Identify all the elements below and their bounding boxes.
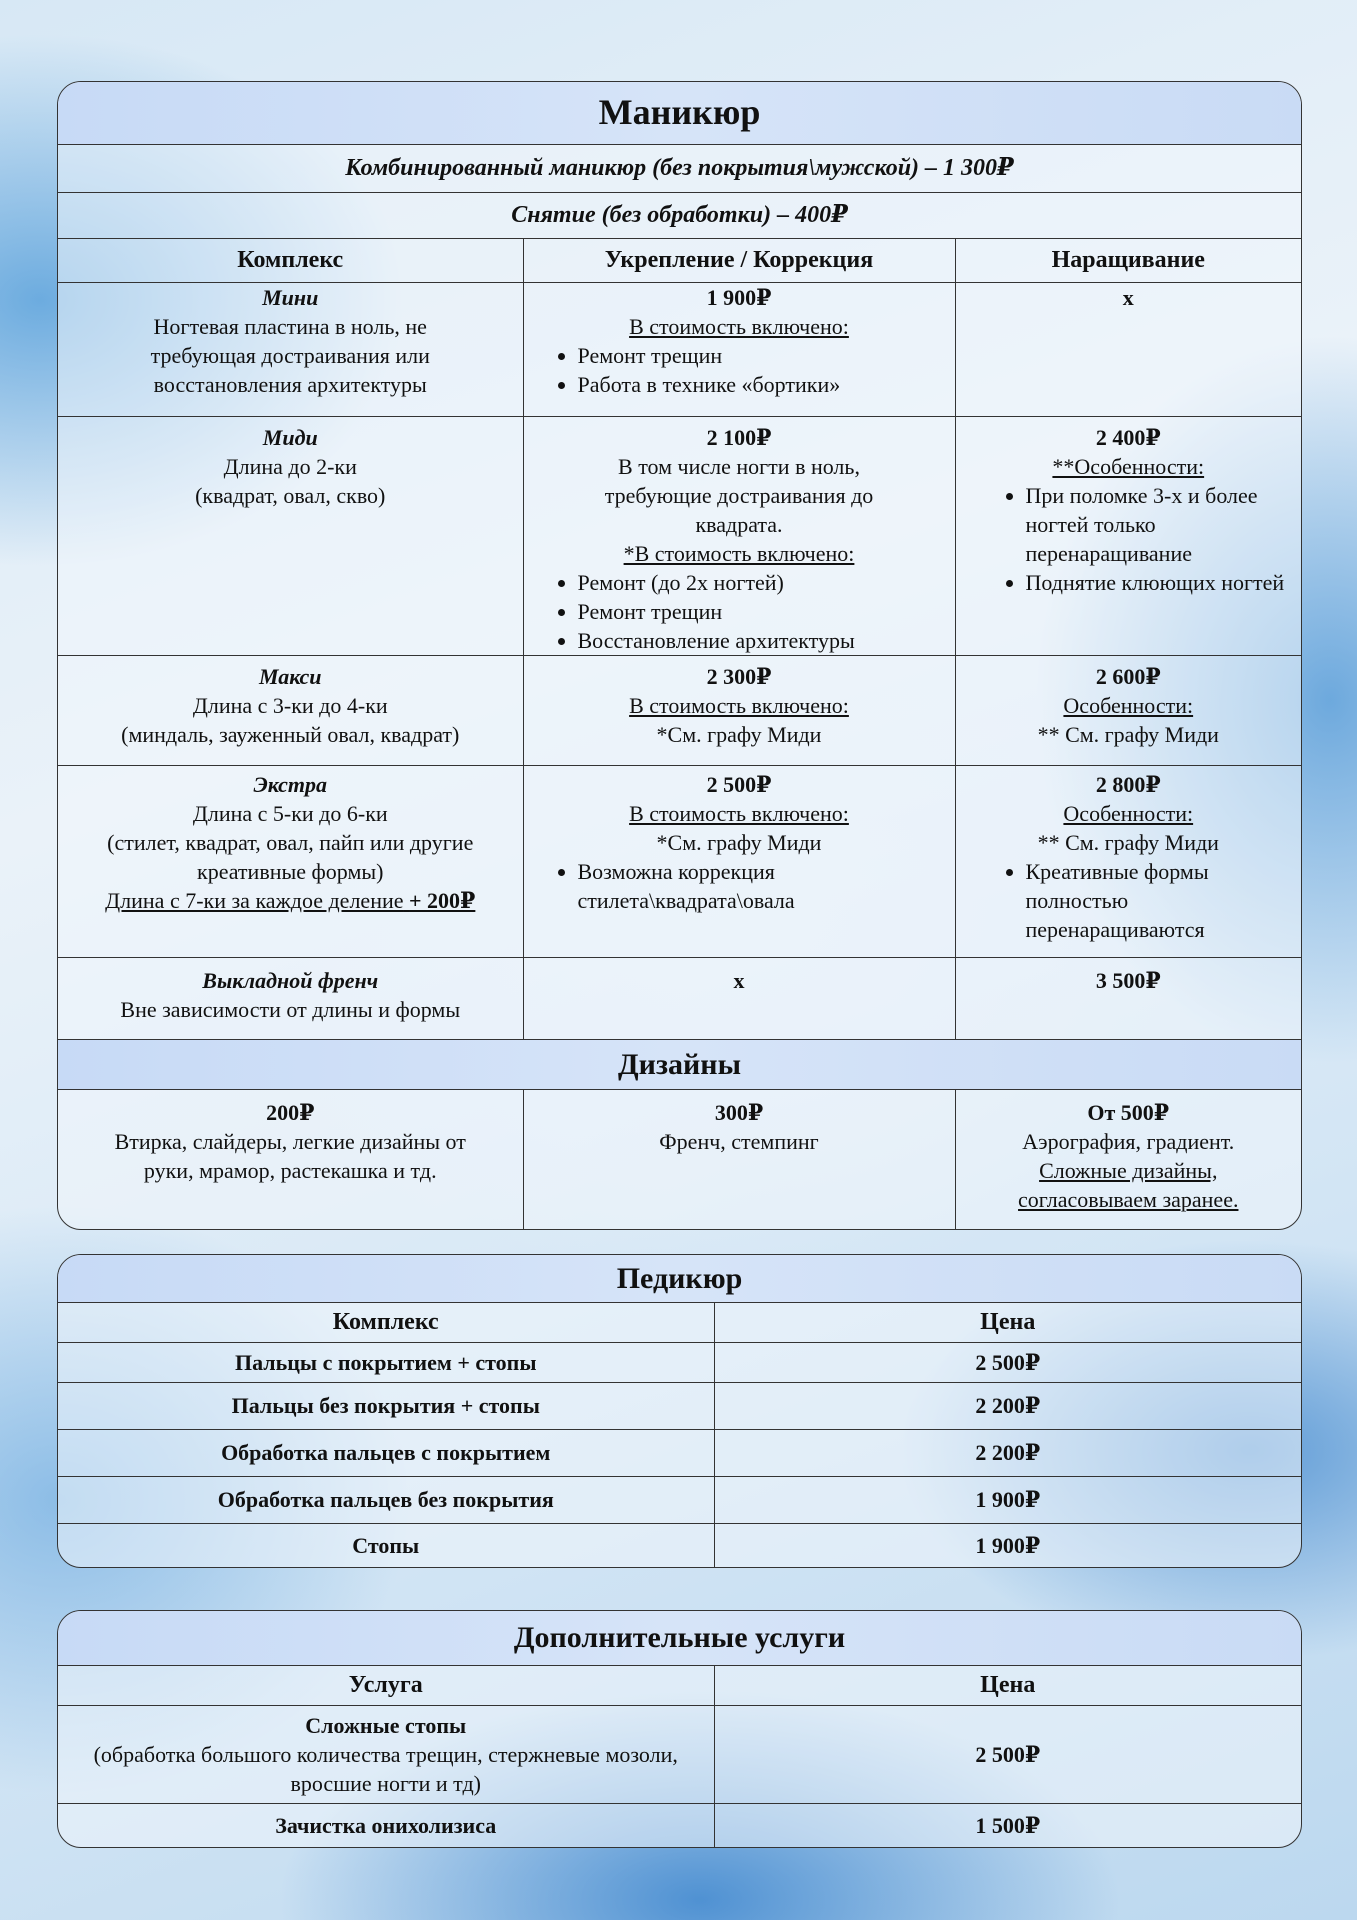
maxi-strength-included: В стоимость включено: [629, 692, 849, 718]
pedicure-title: Педикюр [58, 1255, 1301, 1302]
col-header-complex: Комплекс [58, 238, 523, 282]
list-item: • Ремонт (до 2х ногтей) [578, 568, 949, 597]
list-item: • При поломке 3-х и более ногтей только перенаращивание [1026, 481, 1296, 568]
table-row [58, 1803, 1301, 1847]
design-price-3: От 500₽ [1087, 1099, 1170, 1125]
extra-desc-extra-length [64, 886, 517, 915]
mini-desc: Ногтевая пластина в ноль, не требующая достраивания или восстановления архитектуры [150, 313, 430, 397]
midi-extension-list [962, 481, 1296, 597]
maxi-name: Макси [258, 663, 322, 689]
row-mini [58, 282, 1301, 416]
french-name: Выкладной френч [202, 967, 379, 993]
designs-row [58, 1089, 1301, 1229]
extra-service-desc: (обработка большого количества трещин, стержневые мозоли, вросшие ногти и тд) [93, 1741, 678, 1796]
table-row [58, 1342, 1301, 1382]
extra-extension-features: Особенности: [1063, 800, 1194, 826]
table-row [58, 1523, 1301, 1567]
maxi-strength-price: 2 300₽ [706, 663, 772, 689]
list-item: • Креативные формы полностью перенаращиваются [1026, 857, 1296, 944]
list-item: • Ремонт трещин [578, 597, 949, 626]
extra-services-panel [57, 1610, 1302, 1848]
list-item: • Восстановление архитектуры [578, 626, 949, 655]
design-desc-1: Втирка, слайдеры, легкие дизайны от руки, мрамор, растекашка и тд. [114, 1128, 466, 1183]
extra-service-name: Сложные стопы [305, 1712, 467, 1738]
pedicure-price: 2 200₽ [714, 1382, 1301, 1429]
extra-length-text: Длина с 7-ки за каждое деление [105, 887, 404, 913]
mini-name: Мини [262, 284, 319, 310]
table-row [58, 1382, 1301, 1429]
midi-strength-included: *В стоимость включено: [623, 540, 855, 566]
extra-strength-ref: *См. графу Миди [656, 829, 822, 855]
extra-extension-price: 2 800₽ [1095, 771, 1161, 797]
mini-extension: x [955, 282, 1301, 416]
manicure-table [58, 82, 1301, 1229]
pedicure-price: 1 900₽ [714, 1476, 1301, 1523]
midi-desc-shapes: (квадрат, овал, скво) [195, 482, 386, 508]
maxi-desc-shapes: (миндаль, зауженный овал, квадрат) [121, 721, 460, 747]
maxi-extension-price: 2 600₽ [1095, 663, 1161, 689]
pedicure-price: 2 500₽ [714, 1342, 1301, 1382]
design-price-2: 300₽ [714, 1099, 764, 1125]
mini-strength-list [530, 341, 949, 399]
pedicure-service: Обработка пальцев без покрытия [58, 1476, 714, 1523]
midi-extension-features: **Особенности: [1052, 453, 1205, 479]
list-item: • Поднятие клюющих ногтей [1026, 568, 1296, 597]
pedicure-col-price: Цена [714, 1302, 1301, 1342]
pedicure-price: 1 900₽ [714, 1523, 1301, 1567]
french-desc: Вне зависимости от длины и формы [120, 996, 461, 1022]
french-extension-price: 3 500₽ [955, 957, 1301, 1039]
list-item: • Ремонт трещин [578, 341, 949, 370]
pedicure-service: Пальцы без покрытия + стопы [58, 1382, 714, 1429]
pedicure-service: Пальцы с покрытием + стопы [58, 1342, 714, 1382]
row-french [58, 957, 1301, 1039]
combined-manicure-price: Комбинированный маникюр (без покрытия\мужской) – 1 300₽ [58, 144, 1301, 192]
extra-desc-length: Длина с 5-ки до 6-ки [192, 800, 388, 826]
list-item: • Возможна коррекция стилета\квадрата\овала [578, 857, 949, 915]
extra-services-col-price: Цена [714, 1665, 1301, 1705]
extra-service-price: 2 500₽ [714, 1705, 1301, 1803]
extra-service-price: 1 500₽ [714, 1803, 1301, 1847]
extra-strength-included: В стоимость включено: [629, 800, 849, 826]
removal-price: Снятие (без обработки) – 400₽ [58, 192, 1301, 238]
table-row [58, 1476, 1301, 1523]
pedicure-col-complex: Комплекс [58, 1302, 714, 1342]
designs-title: Дизайны [58, 1039, 1301, 1089]
maxi-extension-ref: ** См. графу Миди [1037, 721, 1219, 747]
extra-services-col-service: Услуга [58, 1665, 714, 1705]
midi-extension-price: 2 400₽ [1095, 424, 1161, 450]
extra-extension-list [962, 857, 1296, 944]
manicure-panel [57, 81, 1302, 1230]
design-note-3: Сложные дизайны, согласовываем заранее. [1018, 1157, 1239, 1212]
row-maxi [58, 655, 1301, 765]
pedicure-price: 2 200₽ [714, 1429, 1301, 1476]
pedicure-table [58, 1255, 1301, 1567]
mini-strength-included: В стоимость включено: [629, 313, 849, 339]
extra-services-title: Дополнительные услуги [58, 1611, 1301, 1665]
table-row [58, 1429, 1301, 1476]
row-extra [58, 765, 1301, 957]
col-header-extension: Наращивание [955, 238, 1301, 282]
extra-strength-list [530, 857, 949, 915]
maxi-strength-ref: *См. графу Миди [656, 721, 822, 747]
midi-strength-list [530, 568, 949, 655]
design-price-1: 200₽ [266, 1099, 315, 1125]
design-desc-2: Френч, стемпинг [659, 1128, 819, 1154]
pedicure-panel [57, 1254, 1302, 1568]
row-midi [58, 416, 1301, 655]
manicure-title: Маникюр [58, 82, 1301, 144]
extra-desc-shapes: (стилет, квадрат, овал, пайп или другие креативные формы) [107, 829, 474, 884]
pedicure-service: Стопы [58, 1523, 714, 1567]
midi-desc-length: Длина до 2-ки [223, 453, 357, 479]
extra-services-table [58, 1611, 1301, 1847]
pedicure-service: Обработка пальцев с покрытием [58, 1429, 714, 1476]
midi-strength-price: 2 100₽ [706, 424, 772, 450]
extra-length-price: + 200₽ [409, 887, 476, 913]
extra-service-name: Зачистка онихолизиса [58, 1803, 714, 1847]
extra-name: Экстра [253, 771, 327, 797]
midi-strength-note: В том числе ногти в ноль, требующие достраивания до квадрата. [604, 453, 874, 537]
list-item: • Работа в технике «бортики» [578, 370, 949, 399]
maxi-desc-length: Длина с 3-ки до 4-ки [192, 692, 388, 718]
midi-name: Миди [262, 424, 318, 450]
extra-strength-price: 2 500₽ [706, 771, 772, 797]
french-strength: x [523, 957, 955, 1039]
table-row [58, 1705, 1301, 1803]
maxi-extension-features: Особенности: [1063, 692, 1194, 718]
col-header-strengthening: Укрепление / Коррекция [523, 238, 955, 282]
design-desc-3: Аэрография, градиент. [1022, 1128, 1235, 1154]
extra-extension-ref: ** См. графу Миди [1037, 829, 1219, 855]
mini-strength-price: 1 900₽ [706, 284, 772, 310]
